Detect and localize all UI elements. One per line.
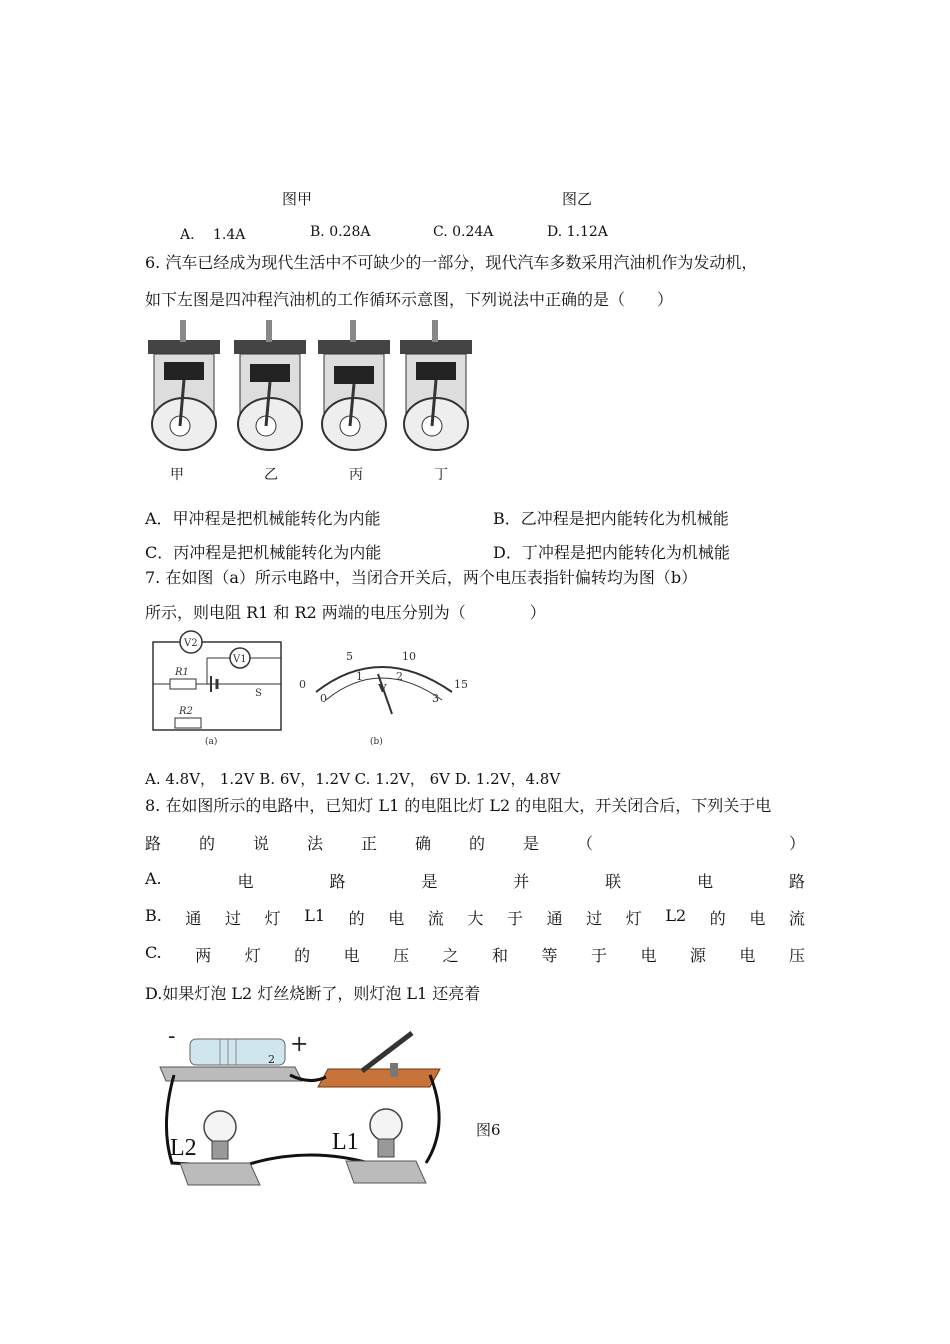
s-label: S — [255, 688, 262, 699]
voltmeter-dial-figure — [296, 642, 476, 746]
q8-option-d: D.如果灯泡 L2 灯丝烧断了，则灯泡 L1 还亮着 — [145, 984, 481, 1003]
q8-option-b: B. 通 过 灯 L1 的 电 流 大 于 通 过 灯 L2 的 电 流 — [145, 906, 805, 928]
tick-bottom-2: 2 — [396, 670, 403, 683]
lamp-l1-base — [346, 1161, 426, 1183]
battery-base — [160, 1067, 302, 1081]
switch-lever-icon — [362, 1033, 412, 1071]
q8-stem-line1: 8. 在如图所示的电路中，已知灯 L1 的电阻比灯 L2 的电阻大，开关闭合后，下列关于电 — [145, 796, 772, 815]
tick-bottom-3: 3 — [432, 692, 439, 705]
figure-caption-right: 图乙 — [562, 190, 593, 208]
tick-bottom-0: 0 — [320, 692, 327, 705]
engine-label-ding: 丁 — [434, 467, 448, 483]
r1-label: R1 — [175, 667, 189, 678]
q5-option-d: D. 1.12A — [547, 224, 608, 240]
q7-stem-line1: 7. 在如图（a）所示电路中，当闭合开关后，两个电压表指针偏转均为图（b） — [145, 568, 698, 587]
caption-a: (a) — [205, 737, 218, 747]
q8-stem-line2: 路 的 说 法 正 确 的 是 （ ） — [145, 834, 805, 853]
tick-bottom-1: 1 — [356, 670, 363, 683]
v2-label: V2 — [184, 638, 198, 649]
q6-option-d: D．丁冲程是把内能转化为机械能 — [493, 543, 730, 562]
engine-label-bing: 丙 — [349, 467, 363, 483]
tick-top-5: 5 — [346, 650, 353, 663]
engine-cycle-figure — [140, 316, 480, 456]
q6-option-c: C．丙冲程是把机械能转化为内能 — [145, 543, 382, 562]
resistor-r2 — [175, 718, 201, 728]
q8-option-c: C. 两 灯 的 电 压 之 和 等 于 电 源 电 压 — [145, 943, 805, 965]
lamp-l2-base — [180, 1163, 260, 1185]
lamp-l2-icon — [204, 1111, 236, 1143]
v1-label: V1 — [233, 654, 247, 665]
q8-option-a: A. 电 路 是 并 联 电 路 — [145, 869, 805, 891]
battery-number: 2 — [268, 1053, 275, 1066]
figure-6-label: 图6 — [476, 1121, 501, 1139]
figure-6-circuit — [150, 1025, 450, 1190]
engine-diagram-2 — [234, 320, 306, 450]
engine-label-jia: 甲 — [170, 467, 184, 483]
battery-minus: - — [168, 1024, 176, 1049]
lamp-l2-label: L2 — [170, 1135, 197, 1161]
switch-base — [318, 1069, 440, 1087]
figure-caption-left: 图甲 — [282, 190, 313, 208]
tick-top-15: 15 — [454, 678, 468, 691]
engine-diagram-3 — [318, 320, 390, 450]
engine-diagram-1 — [148, 320, 220, 450]
q7-options: A. 4.8V， 1.2V B. 6V，1.2V C. 1.2V， 6V D. 1.2V，4.8V — [145, 770, 561, 788]
tick-top-0: 0 — [299, 678, 306, 691]
q5-option-a: A. 1.4A — [180, 227, 246, 243]
q5-option-b: B. 0.28A — [310, 224, 371, 240]
tick-top-10: 10 — [402, 650, 416, 663]
q6-stem-line1: 6. 汽车已经成为现代生活中不可缺少的一部分，现代汽车多数采用汽油机作为发动机， — [145, 253, 758, 272]
q6-option-b: B．乙冲程是把内能转化为机械能 — [493, 509, 729, 528]
lamp-l1-label: L1 — [332, 1129, 359, 1155]
caption-b: (b) — [370, 737, 383, 747]
r2-label: R2 — [179, 706, 193, 717]
q7-stem-line2: 所示，则电阻 R1 和 R2 两端的电压分别为（ ） — [145, 603, 546, 622]
q6-stem-line2: 如下左图是四冲程汽油机的工作循环示意图，下列说法中正确的是（ ） — [145, 290, 674, 309]
circuit-a-figure — [145, 628, 295, 748]
lamp-l1-icon — [370, 1109, 402, 1141]
engine-label-yi: 乙 — [264, 467, 278, 483]
q6-option-a: A．甲冲程是把机械能转化为内能 — [145, 509, 381, 528]
meter-unit: V — [378, 682, 387, 695]
q5-option-c: C. 0.24A — [433, 224, 494, 240]
resistor-r1 — [170, 679, 196, 689]
engine-diagram-4 — [400, 320, 472, 450]
battery-plus: + — [290, 1032, 309, 1057]
